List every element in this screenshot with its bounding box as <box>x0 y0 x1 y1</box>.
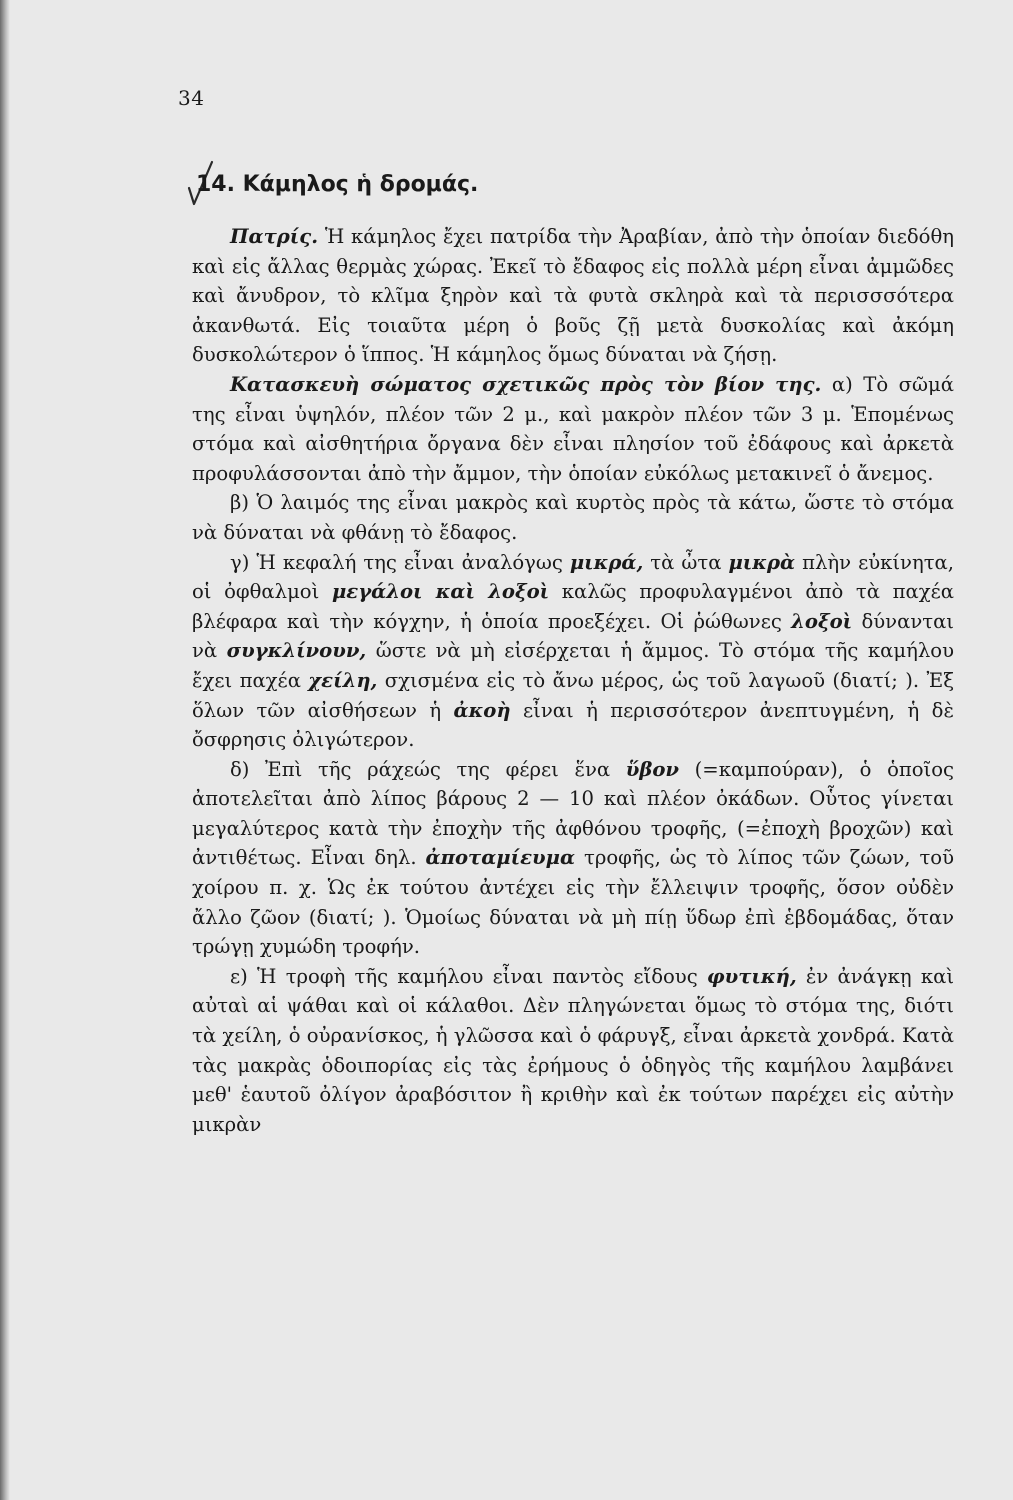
text-run: εἶναι ἡ περισσότερον ἀνεπτυγμένη, ἡ δὲ ὄσφρησις ὀλιγώτερον. <box>192 698 954 752</box>
paragraph-text: α) Τὸ σῶμά της εἶναι ὑψηλόν, πλέον τῶν 2 μ., καὶ μακρὸν πλέον τῶν 3 μ. Ἑπομένως στόμα καὶ αἰσθητήρια ὄργανα δὲν εἶναι πλησίον τοῦ ἐδάφους καὶ ἀρκετὰ προφυλάσσονται ἀπὸ τὴν ἄμμον, τὴν ὁποίαν εὐκόλως μετακινεῖ ὁ ἄνεμος. <box>192 372 954 485</box>
text-run: γ) Ἡ κεφαλή της εἶναι ἀναλόγως <box>230 550 570 574</box>
text-run: τὰ ὦτα <box>643 550 729 574</box>
page-number: 34 <box>178 86 205 110</box>
page-edge-shadow <box>0 0 10 1500</box>
paragraph-patris <box>192 222 954 370</box>
text-run: τροφῆς, ὡς τὸ λίπος τῶν ζώων, τοῦ χοίρου π. χ. Ὡς ἐκ τούτου ἀντέχει εἰς τὴν ἔλλειψιν τροφῆς, ὅσον οὐδὲν ἄλλο ζῶον (διατί; ). Ὁμοίως δύναται νὰ μὴ πίῃ ὕδωρ ἐπὶ ἑβδομάδας, ὅταν τρώγῃ χυμώδη τροφήν. <box>192 846 954 959</box>
text-run: δύνανται νὰ <box>192 609 954 663</box>
emphasis-term: μικρὰ <box>728 550 796 574</box>
emphasis-term: μικρά, <box>569 550 644 574</box>
paragraph-epsilon <box>192 962 954 1140</box>
text-run: (=καμπούραν), ὁ ὁποῖος ἀποτελεῖται ἀπὸ λίπος βάρους 2 — 10 καὶ πλέον ὀκάδων. Οὗτος γίνεται μεγαλύτερος κατὰ τὴν ἐποχὴν τῆς ἀφθόνου τροφῆς, (=ἐποχὴ βροχῶν) καὶ ἀντιθέτως. Εἶναι δηλ. <box>192 757 954 870</box>
text-run: ἐν ἀνάγκῃ καὶ αὐταὶ αἱ ψάθαι καὶ οἱ κάλαθοι. Δὲν πληγώνεται ὅμως τὸ στόμα της, διότι τὰ χείλη, ὁ οὐρανίσκος, ἡ γλῶσσα καὶ ὁ φάρυγξ, εἶναι ἀρκετὰ χονδρά. Κατὰ τὰς μακρὰς ὁδοιπορίας εἰς τὰς ἐρήμους ὁ ὁδηγὸς τῆς καμήλου λαμβάνει μεθ' ἑαυτοῦ ὀλίγον ἀραβόσιτον ἢ κριθὴν καὶ ἐκ τούτων παρέχει εἰς αὐτὴν μικρὰν <box>192 964 954 1136</box>
text-run: σχισμένα εἰς τὸ ἄνω μέρος, ὡς τοῦ λαγωοῦ (διατί; ). Ἐξ ὅλων τῶν αἰσθήσεων ἡ <box>192 668 954 722</box>
paragraph-heading: Πατρίς. <box>230 225 319 248</box>
emphasis-term: μεγάλοι καὶ λοξοὶ <box>331 580 550 604</box>
paragraph-beta: β) Ὁ λαιμός της εἶναι μακρὸς καὶ κυρτὸς πρὸς τὰ κάτω, ὥστε τὸ στόμα νὰ δύναται νὰ φθάνῃ τὸ ἔδαφος. <box>192 491 954 544</box>
paragraph-heading: Κατασκευὴ σώματος σχετικῶς πρὸς τὸν βίον της. <box>230 372 822 396</box>
text-run: πλὴν εὐκίνητα, οἱ ὀφθαλμοὶ <box>192 550 955 604</box>
body-text <box>192 222 954 1139</box>
text-run: ε) Ἡ τροφὴ τῆς καμήλου εἶναι παντὸς εἴδους <box>230 964 707 988</box>
text-run: καλῶς προφυλαγμένοι ἀπὸ τὰ παχέα βλέφαρα καὶ τὴν κόγχην, ἡ ὁποία προεξέχει. Οἱ ῥώθωνες <box>192 580 955 633</box>
emphasis-term: ἀκοὴ <box>453 698 511 722</box>
emphasis-term: φυτική, <box>706 964 797 988</box>
emphasis-term: ὕβον <box>625 757 680 781</box>
emphasis-term: ἀποταμίευμα <box>425 846 576 870</box>
paragraph-kataskevi <box>192 370 954 488</box>
emphasis-term: συγκλίνουν, <box>226 639 367 663</box>
paragraph-delta <box>192 755 954 962</box>
section-title: 14. Κάμηλος ἡ δρομάς. <box>196 172 479 197</box>
emphasis-term: χείλη, <box>308 668 378 692</box>
text-run: ὥστε νὰ μὴ εἰσέρχεται ἡ ἄμμος. Τὸ στόμα τῆς καμήλου ἔχει παχέα <box>192 639 954 692</box>
paragraph-gamma <box>192 548 954 755</box>
paragraph-text: Ἡ κάμηλος ἔχει πατρίδα τὴν Ἀραβίαν, ἀπὸ τὴν ὁποίαν διεδόθη καὶ εἰς ἄλλας θερμὰς χώρας. Ἐκεῖ τὸ ἔδαφος εἰς πολλὰ μέρη εἶναι ἀμμῶδες καὶ ἄνυδρον, τὸ κλῖμα ξηρὸν καὶ τὰ φυτὰ σκληρὰ καὶ τὰ περισσσότερα ἀκανθωτά. Εἰς τοιαῦτα μέρη ὁ βοῦς ζῇ μετὰ δυσκολίας καὶ ἀκόμη δυσκολώτερον ὁ ἵππος. Ἡ κάμηλος ὅμως δύναται νὰ ζήσῃ. <box>192 225 954 367</box>
text-run: δ) Ἐπὶ τῆς ράχεώς της φέρει ἕνα <box>230 757 626 781</box>
emphasis-term: λοξοὶ <box>791 609 853 633</box>
